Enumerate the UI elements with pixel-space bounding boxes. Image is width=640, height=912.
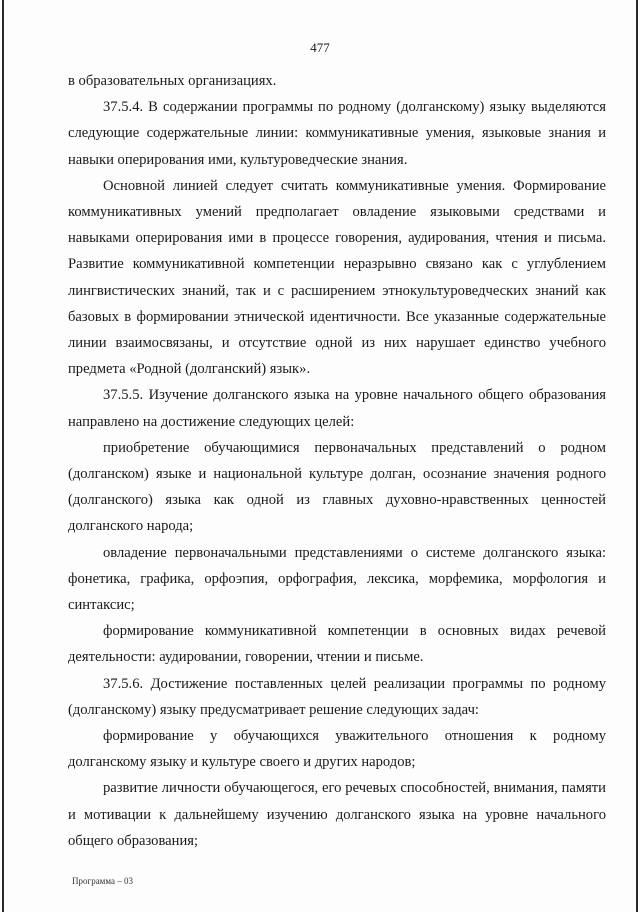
paragraph: 37.5.6. Достижение поставленных целей реализации программы по родному (долганскому) языку предусматривает решение следующих задач: bbox=[68, 675, 606, 718]
scan-edge-right bbox=[636, 0, 638, 912]
paragraph: в образовательных организациях. bbox=[68, 73, 277, 89]
paragraph: Основной линией следует считать коммуникативные умения. Формирование коммуникативных умений предполагает овладение языковыми средствами и навыками оперирования ими в процессе говорения, аудирования, чтения и письма. Развитие коммуникативной компетенции неразрывно связано как с углублением лингвистических знаний, так и с расширением этнокультуроведческих знаний как базовых в формировании этнической идентичности. Все указанные содержательные линии взаимосвязаны, и отсутствие одной из них нарушает единство учебного предмета «Родной (долганский) язык». bbox=[68, 177, 606, 378]
body-text bbox=[68, 68, 606, 854]
footer-label: Программа – 03 bbox=[72, 876, 134, 886]
paragraph: овладение первоначальными представлениями о системе долганского языка: фонетика, графика, орфоэпия, орфография, лексика, морфемика, морфология и синтаксис; bbox=[68, 544, 606, 614]
scan-edge-left bbox=[2, 0, 4, 912]
paragraph: развитие личности обучающегося, его речевых способностей, внимания, памяти и мотивации к дальнейшему изучению долганского языка на уровне начального общего образования; bbox=[68, 780, 606, 849]
paragraph: формирование коммуникативной компетенции в основных видах речевой деятельности: аудировании, говорении, чтении и письме. bbox=[68, 623, 606, 666]
paragraph: формирование у обучающихся уважительного отношения к родному долганскому языку и культуре своего и других народов; bbox=[68, 728, 606, 771]
paragraph: 37.5.4. В содержании программы по родному (долганскому) языку выделяются следующие содержательные линии: коммуникативные умения, языковые знания и навыки оперирования ими, культуроведческие знания. bbox=[68, 99, 606, 168]
paragraph: 37.5.5. Изучение долганского языка на уровне начального общего образования направлено на достижение следующих целей: bbox=[68, 387, 606, 430]
page-number: 477 bbox=[310, 40, 330, 55]
paragraph: приобретение обучающимися первоначальных представлений о родном (долганском) языке и национальной культуре долган, осознание значения родного (долганского) языка как одной из главных духовно-нравственных ценностей долганского народа; bbox=[68, 439, 606, 535]
